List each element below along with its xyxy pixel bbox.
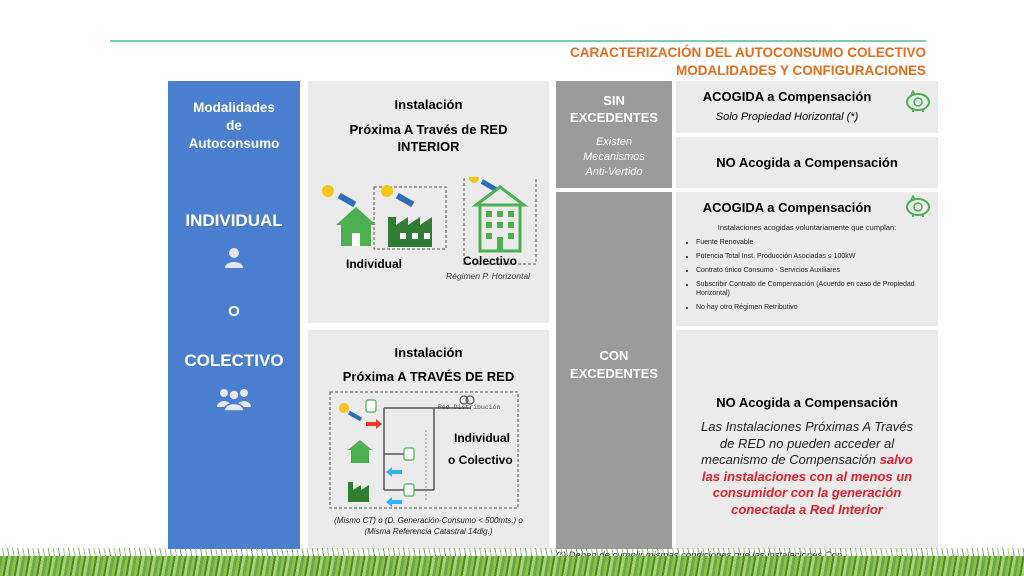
interior-individual-label: Individual [346,257,403,271]
group-icon [217,385,251,411]
regimen-label: Régimen P. Horizontal [446,271,530,281]
sin-acogida-sub: Solo Propiedad Horizontal (*) [715,111,859,123]
sin-sub: Existen Mecanismos Anti-Vertido [583,136,645,178]
modalidades-column [168,81,300,549]
sin-title2: EXCEDENTES [569,110,659,125]
con-excedentes-box [556,192,672,549]
transformer-icon [460,396,474,404]
sun-icon [339,403,349,413]
sin-no-acogida-box [676,137,938,188]
meter-icon [366,400,376,412]
red-note1: (Mismo CT) o (D. Generación-Consumo < 500mts.) o [334,516,523,525]
interior-title: Instalación [394,97,463,112]
sin-title1: SIN [603,93,625,108]
factory-icon [388,217,432,247]
piggy-bank-icon [904,195,932,217]
red-distribucion-label: Red Distribución [438,404,501,411]
modalidades-heading: Modalidades de Autoconsumo [188,100,280,151]
instalacion-red-box [308,330,549,549]
con-acogida-intro: Instalaciones acogidas voluntariamente que cumplan: [717,223,897,232]
title-line2: MODALIDADES Y CONFIGURACIONES [675,63,926,78]
title-line1: CARACTERIZACIÓN DEL AUTOCONSUMO COLECTIVO [569,45,926,60]
red-label1: Individual [454,431,511,445]
list-item: • Fuente Renovable [696,238,936,247]
building-icon [476,187,524,251]
user-icon [223,247,245,269]
interior-colectivo-label: Colectivo [463,254,518,268]
con-no-acogida-title: NO Acogida a Compensación [716,395,898,410]
red-subtitle: Próxima A TRAVÉS DE RED [342,369,515,384]
sin-acogida-box [676,81,938,133]
house-icon [336,207,376,246]
sin-excedentes-box [556,81,672,188]
list-item: • Potencia Total Inst. Producción Asociadas ≤ 100kW [696,252,936,261]
con-no-acogida-box [676,330,938,549]
con-no-acogida-text: Las Instalaciones Próximas A Través de RED no pueden acceder al mecanismo de Compensación salvo las instalaciones con al menos un consumidor con la generación conectada a Red Interior [701,419,913,517]
top-divider [110,40,926,42]
con-title1: CON [599,348,629,363]
individual-label: INDIVIDUAL [185,211,283,230]
con-acogida-title: ACOGIDA a Compensación [702,200,872,215]
sin-no-acogida-title: NO Acogida a Compensación [716,155,898,170]
grass-decoration [0,556,1024,576]
red-title: Instalación [394,345,463,360]
piggy-bank-icon [904,90,932,112]
instalacion-interior-box [308,81,549,323]
colectivo-label: COLECTIVO [184,351,284,370]
con-acogida-box [676,192,938,326]
con-title2: EXCEDENTES [569,366,659,381]
page-title [570,44,926,80]
list-item: • Contrato único Consumo - Servicios Auxiliares [696,266,936,275]
interior-subtitle2: INTERIOR [397,139,460,154]
interior-subtitle1: Próxima A Través de RED [349,122,508,137]
o-label: O [228,303,240,320]
red-label2: o Colectivo [448,453,513,467]
sin-acogida-title: ACOGIDA a Compensación [702,89,872,104]
list-item: • Subscribir Contrato de Compensación (Acuerdo en caso de Propiedad Horizontal) [696,280,936,298]
red-note2: (Misma Referencia Catastral 14dig.) [364,527,493,536]
condiciones-list [682,238,936,317]
list-item: • No hay otro Régimen Retributivo [696,303,936,312]
